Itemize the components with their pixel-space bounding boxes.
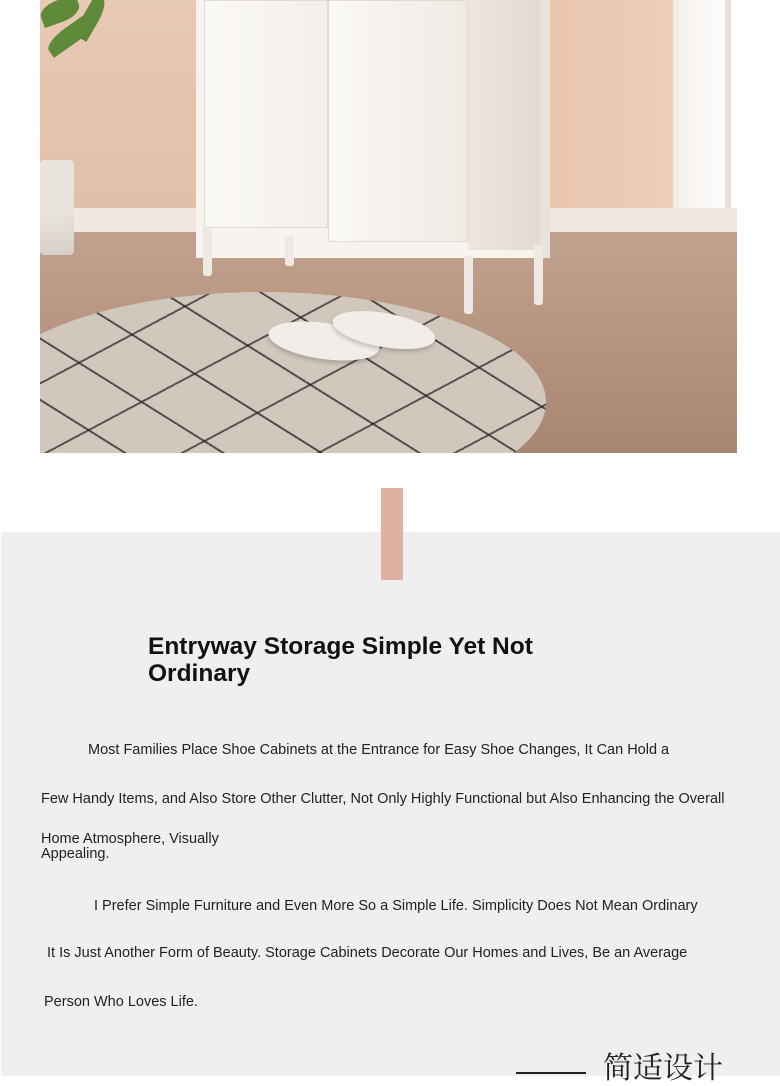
plant-pot bbox=[40, 160, 74, 255]
paragraph2-line2: It Is Just Another Form of Beauty. Storage Cabinets Decorate Our Homes and Lives, Be an Average bbox=[47, 945, 688, 961]
cabinet-side bbox=[468, 0, 540, 250]
cabinet-leg bbox=[203, 226, 212, 276]
paragraph1-line4: Appealing. bbox=[41, 846, 110, 862]
paragraph2-line3: Person Who Loves Life. bbox=[44, 994, 198, 1010]
cabinet-leg bbox=[464, 256, 473, 314]
paragraph1-line3: Home Atmosphere, Visually bbox=[41, 831, 219, 847]
accent-bar bbox=[381, 488, 403, 580]
paragraph1-line2: Few Handy Items, and Also Store Other Clutter, Not Only Highly Functional but Also Enhancing the Overall bbox=[41, 791, 725, 807]
title-rule bbox=[516, 1072, 586, 1074]
cabinet-door-left bbox=[204, 0, 328, 228]
paragraph2-line1: I Prefer Simple Furniture and Even More So a Simple Life. Simplicity Does Not Mean Ordinary bbox=[94, 898, 698, 914]
cabinet-door-right bbox=[328, 0, 468, 242]
shoe-cabinet bbox=[196, 0, 550, 258]
product-photo bbox=[40, 0, 737, 453]
paragraph1-line1: Most Families Place Shoe Cabinets at the Entrance for Easy Shoe Changes, It Can Hold a bbox=[88, 742, 670, 758]
cabinet-leg bbox=[534, 245, 543, 305]
section-heading: Entryway Storage Simple Yet Not Ordinary bbox=[148, 633, 533, 687]
cabinet-leg bbox=[285, 236, 294, 266]
chinese-section-title: 简适设计 bbox=[603, 1051, 723, 1086]
